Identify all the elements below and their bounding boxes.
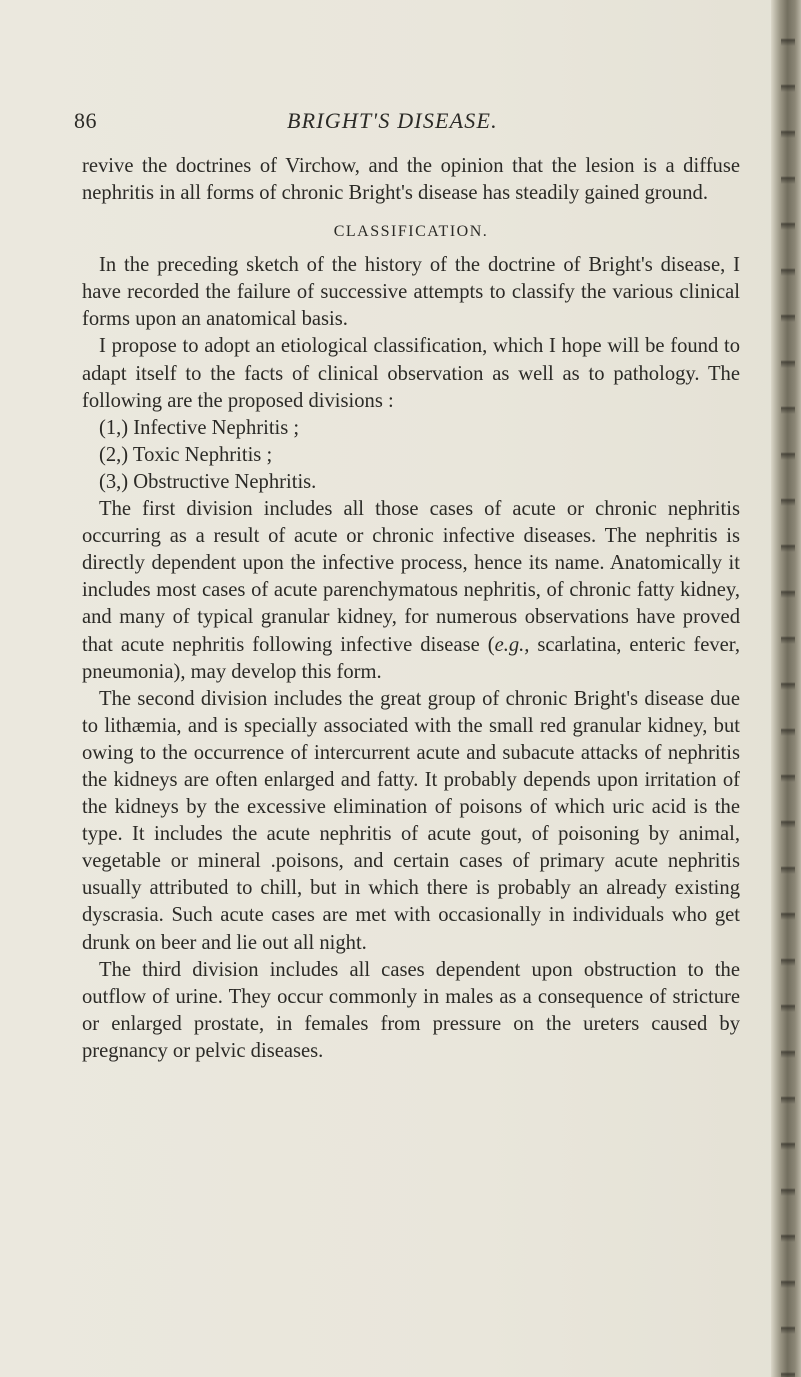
paragraph-1: revive the doctrines of Virchow, and the opinion that the lesion is a diffuse nephritis in all forms of chronic Bright's disease has steadily gained ground.	[82, 155, 740, 205]
paragraph-4-text-a: The first division includes all those cases of acute or chronic nephritis occurring as a result of acute or chronic infective diseases. The nephritis is directly dependent upon the infective process, hence its name. Anatomically it includes most cases of acute parenchymatous nephritis, of chronic fatty kidney, and many of typical granular kidney, for numerous observations have proved that acute nephritis following infective disease (	[82, 498, 740, 656]
paragraph-4	[82, 496, 740, 686]
section-heading: CLASSIFICATION.	[333, 223, 489, 241]
running-head: BRIGHT'S DISEASE.	[287, 108, 498, 133]
list-item-3: (3,) Obstructive Nephritis.	[99, 470, 317, 493]
page-header	[0, 108, 801, 138]
paragraph-6: The third division includes all cases dependent upon obstruction to the outflow of urine. They occur commonly in males as a consequence of stricture or enlarged prostate, in females from pressure on the ureters caused by pregnancy or pelvic diseases.	[82, 958, 740, 1062]
page-number: 86	[74, 108, 97, 133]
paragraph-3: I propose to adopt an etiological classification, which I hope will be found to adapt itself to the facts of clinical observation as well as to pathology. The following are the proposed divisions :	[82, 335, 740, 412]
page-edge-marks	[781, 0, 795, 1377]
paragraph-4-eg: e.g.,	[494, 633, 530, 656]
paragraph-2: In the preceding sketch of the history of the doctrine of Bright's disease, I have recorded the failure of successive attempts to classify the various clinical forms upon an anatomical basis.	[82, 254, 740, 331]
list-item-2: (2,) Toxic Nephritis ;	[99, 443, 273, 466]
body-text	[82, 153, 740, 1065]
list-item-1: (1,) Infective Nephritis ;	[99, 416, 300, 439]
paragraph-4-text-b: scarlatina, enteric fever, pneumonia), may develop this form.	[82, 633, 740, 683]
paragraph-5: The second division includes the great group of chronic Bright's disease due to lithæmia, and is specially associated with the small red granular kidney, but owing to the occurrence of intercurrent acute and subacute attacks of nephritis the kidneys are often enlarged and fatty. It probably depends upon irritation of the kidneys by the excessive elimination of poisons of which uric acid is the type. It includes the acute nephritis of acute gout, of poisoning by animal, vegetable or mineral .poisons, and certain cases of primary acute nephritis usually attributed to chill, but in which there is probably an already existing dyscrasia. Such acute cases are met with occasionally in individuals who get drunk on beer and lie out all night.	[82, 687, 740, 954]
